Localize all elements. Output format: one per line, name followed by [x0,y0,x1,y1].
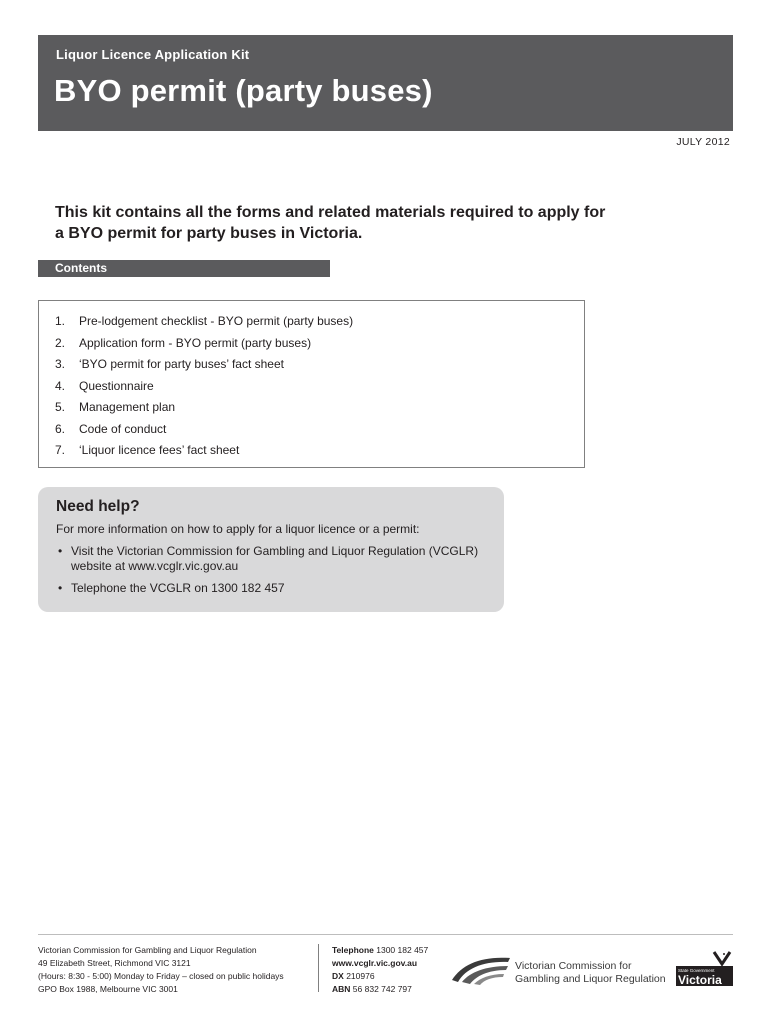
contents-item [55,356,353,378]
item-label: Code of conduct [79,421,167,436]
page-title: BYO permit (party buses) [54,73,433,108]
help-item-text: Telephone the VCGLR on 1300 182 457 [71,581,285,595]
address-line: GPO Box 1988, Melbourne VIC 3001 [38,984,178,994]
vcglr-name [515,960,666,986]
publication-date: JULY 2012 [676,136,730,148]
abn-label: ABN [332,984,351,994]
help-title: Need help? [56,498,140,515]
telephone-line [332,944,428,957]
contents-item [55,399,353,421]
footer-column-divider [318,944,319,992]
dx-label: DX [332,971,344,981]
item-number: 2. [55,335,66,350]
contents-item [55,335,353,357]
telephone-number: 1300 182 457 [376,945,429,955]
item-label: ‘BYO permit for party buses’ fact sheet [79,357,284,371]
contents-box [38,300,585,468]
item-number: 7. [55,443,66,457]
contents-item [55,421,353,443]
telephone-label: Telephone [332,945,374,955]
item-number: 1. [55,314,66,328]
abn-line [332,983,428,996]
item-number: 6. [55,421,66,436]
address-line: 49 Elizabeth Street, Richmond VIC 3121 [38,958,191,968]
help-list [56,544,496,603]
kit-label: Liquor Licence Application Kit [56,47,250,62]
bullet-icon: • [58,544,63,558]
vcglr-name-line: Victorian Commission for [515,960,632,972]
website-link[interactable]: www.vcglr.vic.gov.au [332,958,418,968]
help-intro: For more information on how to apply for a liquor licence or a permit: [56,522,420,536]
vcglr-logo-icon [448,952,514,986]
address-line: (Hours: 8:30 - 5:00) Monday to Friday – closed on public holidays [38,971,284,981]
footer-divider-line [38,934,733,935]
item-label: ‘Liquor licence fees’ fact sheet [79,443,240,457]
intro-text: This kit contains all the forms and related materials required to apply for a BYO permit for party buses in Victoria. [55,204,606,242]
help-item [56,544,496,574]
dx-number: 210976 [346,971,375,981]
bullet-icon: • [58,581,63,595]
item-number: 3. [55,357,66,371]
contents-item [55,313,353,335]
vcglr-name-line: Gambling and Liquor Regulation [515,973,666,985]
footer-address [38,944,284,996]
address-line: Victorian Commission for Gambling and Liquor Regulation [38,945,257,955]
victoria-government-logo-icon [676,950,733,986]
item-label: Questionnaire [79,378,154,393]
help-box [38,487,504,612]
title-banner [38,35,733,131]
contents-heading: Contents [38,260,330,277]
help-item [56,581,496,596]
item-label: Management plan [79,400,176,414]
contents-item [55,378,353,400]
footer-contact [332,944,428,996]
vic-logo-big-text: Victoria [678,973,722,986]
item-number: 5. [55,400,66,414]
item-label: Pre-lodgement checklist - BYO permit (party buses) [79,314,354,328]
dx-line [332,970,428,983]
help-item-text: Visit the Victorian Commission for Gambling and Liquor Regulation (VCGLR) website at www.vcglr.vic.gov.au [71,544,479,573]
vic-logo-small-text: State Government [678,968,715,973]
item-number: 4. [55,378,66,393]
item-label: Application form - BYO permit (party buses) [79,335,312,350]
contents-list [55,313,353,464]
website-line [332,957,428,970]
contents-item [55,442,353,464]
abn-number: 56 832 742 797 [352,984,412,994]
